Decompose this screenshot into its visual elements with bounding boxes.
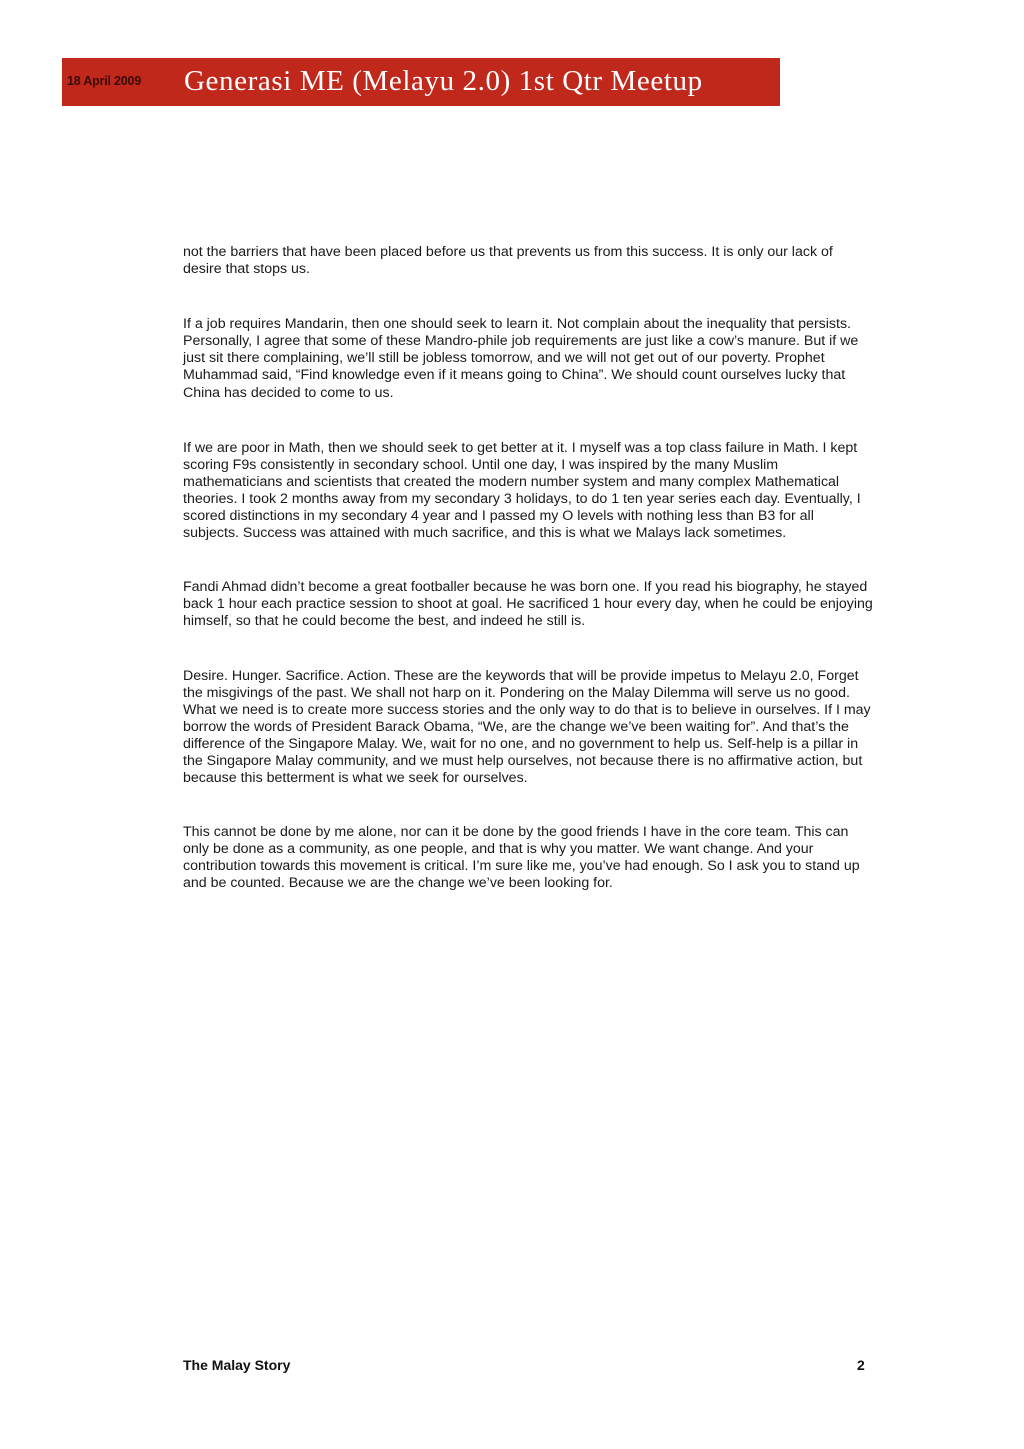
paragraph: Desire. Hunger. Sacrifice. Action. These are the keywords that will be provide impetus to Melayu 2.0, Forget the misgivings of the past. We shall not harp on it. Pondering on the Malay Dilemma will serve us no good. What we need is to create more success stories and the only way to do that is to believe in ourselves. If I may borrow the words of President Barack Obama, “We, are the change we’ve been waiting for”. And that’s the difference of the Singapore Malay. We, wait for no one, and no government to help us. Self-help is a pillar in the Singapore Malay community, and we must help ourselves, not because there is no affirmative action, but because this betterment is what we seek for ourselves.: [183, 667, 871, 787]
paragraph: Fandi Ahmad didn’t become a great footballer because he was born one. If you read his biography, he stayed back 1 hour each practice session to shoot at goal. He sacrificed 1 hour every day, when he could be enjoying himself, so that he could become the best, and indeed he still is.: [183, 579, 873, 630]
paragraph: not the barriers that have been placed before us that prevents us from this success. It is only our lack of desire that stops us.: [183, 244, 833, 278]
document-title: Generasi ME (Melayu 2.0) 1st Qtr Meetup: [184, 65, 703, 97]
paragraph: If a job requires Mandarin, then one should seek to learn it. Not complain about the inequality that persists. Personally, I agree that some of these Mandro-phile job requirements are just like a cow’s manure. But if we just sit there complaining, we’ll still be jobless tomorrow, and we will not get out of our poverty. Prophet Muhammad said, “Find knowledge even if it means going to China”. We should count ourselves lucky that China has decided to come to us.: [183, 316, 859, 401]
paragraph: If we are poor in Math, then we should seek to get better at it. I myself was a top class failure in Math. I kept scoring F9s consistently in secondary school. Until one day, I was inspired by the many Muslim mathematicians and scientists that created the modern number system and many complex Mathematical theories. I took 2 months away from my secondary 3 holidays, to do 1 ten year series each day. Eventually, I scored distinctions in my secondary 4 year and I passed my O levels with nothing less than B3 for all subjects. Success was attained with much sacrifice, and this is what we Malays lack sometimes.: [183, 439, 861, 542]
footer-title: The Malay Story: [183, 1357, 291, 1373]
paragraph: This cannot be done by me alone, nor can it be done by the good friends I have in the core team. This can only be done as a community, as one people, and that is why you matter. We want change. And your contribution towards this movement is critical. I’m sure like me, you’ve had enough. So I ask you to stand up and be counted. Because we are the change we’ve been looking for.: [183, 824, 860, 892]
header-date: 18 April 2009: [67, 74, 142, 88]
header-banner: [62, 58, 780, 106]
body-text: [183, 244, 873, 893]
page-number: 2: [857, 1357, 865, 1373]
